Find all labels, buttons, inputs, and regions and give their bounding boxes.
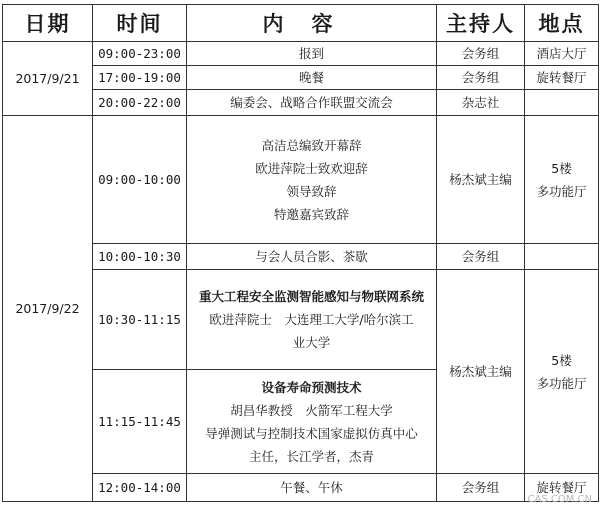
opening-line: 特邀嘉宾致辞: [273, 206, 349, 222]
location-line: 5楼: [551, 160, 572, 176]
table-row: [3, 270, 599, 370]
table-row: [3, 474, 599, 502]
row-location: 旋转餐厅: [525, 66, 599, 90]
row-host: 会务组: [437, 42, 525, 66]
row-content: 午餐、午休: [187, 474, 437, 502]
row-time: 09:00-23:00: [93, 42, 187, 66]
header-date: 日期: [3, 5, 93, 42]
table-row: [3, 66, 599, 90]
table-row: [3, 244, 599, 270]
header-time: 时间: [93, 5, 187, 42]
speaker-line: 导弹测试与控制技术国家虚拟仿真中心: [205, 425, 418, 441]
row-content: 编委会、战略合作联盟交流会: [187, 90, 437, 116]
row-time: 09:00-10:00: [93, 116, 187, 244]
speaker-line: 胡昌华教授 火箭军工程大学: [230, 402, 393, 418]
row-time: 12:00-14:00: [93, 474, 187, 502]
row-content: 晚餐: [187, 66, 437, 90]
row-host: 会务组: [437, 474, 525, 502]
row-location: [525, 90, 599, 116]
day1-date: 2017/9/21: [3, 42, 93, 116]
speaker-line: 主任，长江学者，杰青: [248, 448, 374, 464]
location-line: 多功能厅: [536, 375, 587, 391]
row-content: [187, 270, 437, 370]
row-location: [525, 270, 599, 474]
row-time: 20:00-22:00: [93, 90, 187, 116]
header-row: [3, 5, 599, 42]
row-host: 会务组: [437, 244, 525, 270]
opening-line: 高洁总编致开幕辞: [261, 137, 362, 153]
header-location: 地点: [525, 5, 599, 42]
row-time: 17:00-19:00: [93, 66, 187, 90]
conference-schedule-table: [2, 4, 599, 502]
row-content: [187, 370, 437, 474]
row-time: 10:00-10:30: [93, 244, 187, 270]
day2-date: 2017/9/22: [3, 116, 93, 502]
opening-line: 欧进萍院士致欢迎辞: [255, 160, 368, 176]
table-row: [3, 42, 599, 66]
table-row: [3, 116, 599, 244]
row-host: 杨杰斌主编: [437, 116, 525, 244]
row-location: [525, 244, 599, 270]
table-row: [3, 90, 599, 116]
row-location: 旋转餐厅: [525, 474, 599, 502]
row-content: [187, 116, 437, 244]
talk-title: 设备寿命预测技术: [261, 379, 362, 395]
header-host: 主持人: [437, 5, 525, 42]
row-content: 报到: [187, 42, 437, 66]
row-host: 杨杰斌主编: [437, 270, 525, 474]
location-line: 5楼: [551, 352, 572, 368]
header-content: 内容: [187, 5, 437, 42]
opening-line: 领导致辞: [286, 183, 337, 199]
row-time: 10:30-11:15: [93, 270, 187, 370]
watermark: CAS.COM.CN: [527, 494, 592, 505]
row-location: [525, 116, 599, 244]
row-time: 11:15-11:45: [93, 370, 187, 474]
row-host: 杂志社: [437, 90, 525, 116]
speaker-line: 欧进萍院士 大连理工大学/哈尔滨工: [209, 312, 414, 327]
row-content: 与会人员合影、茶歇: [187, 244, 437, 270]
talk-title: 重大工程安全监测智能感知与物联网系统: [198, 289, 424, 304]
speaker-line: 业大学: [292, 335, 331, 350]
row-location: 酒店大厅: [525, 42, 599, 66]
location-line: 多功能厅: [536, 183, 587, 199]
row-host: 会务组: [437, 66, 525, 90]
